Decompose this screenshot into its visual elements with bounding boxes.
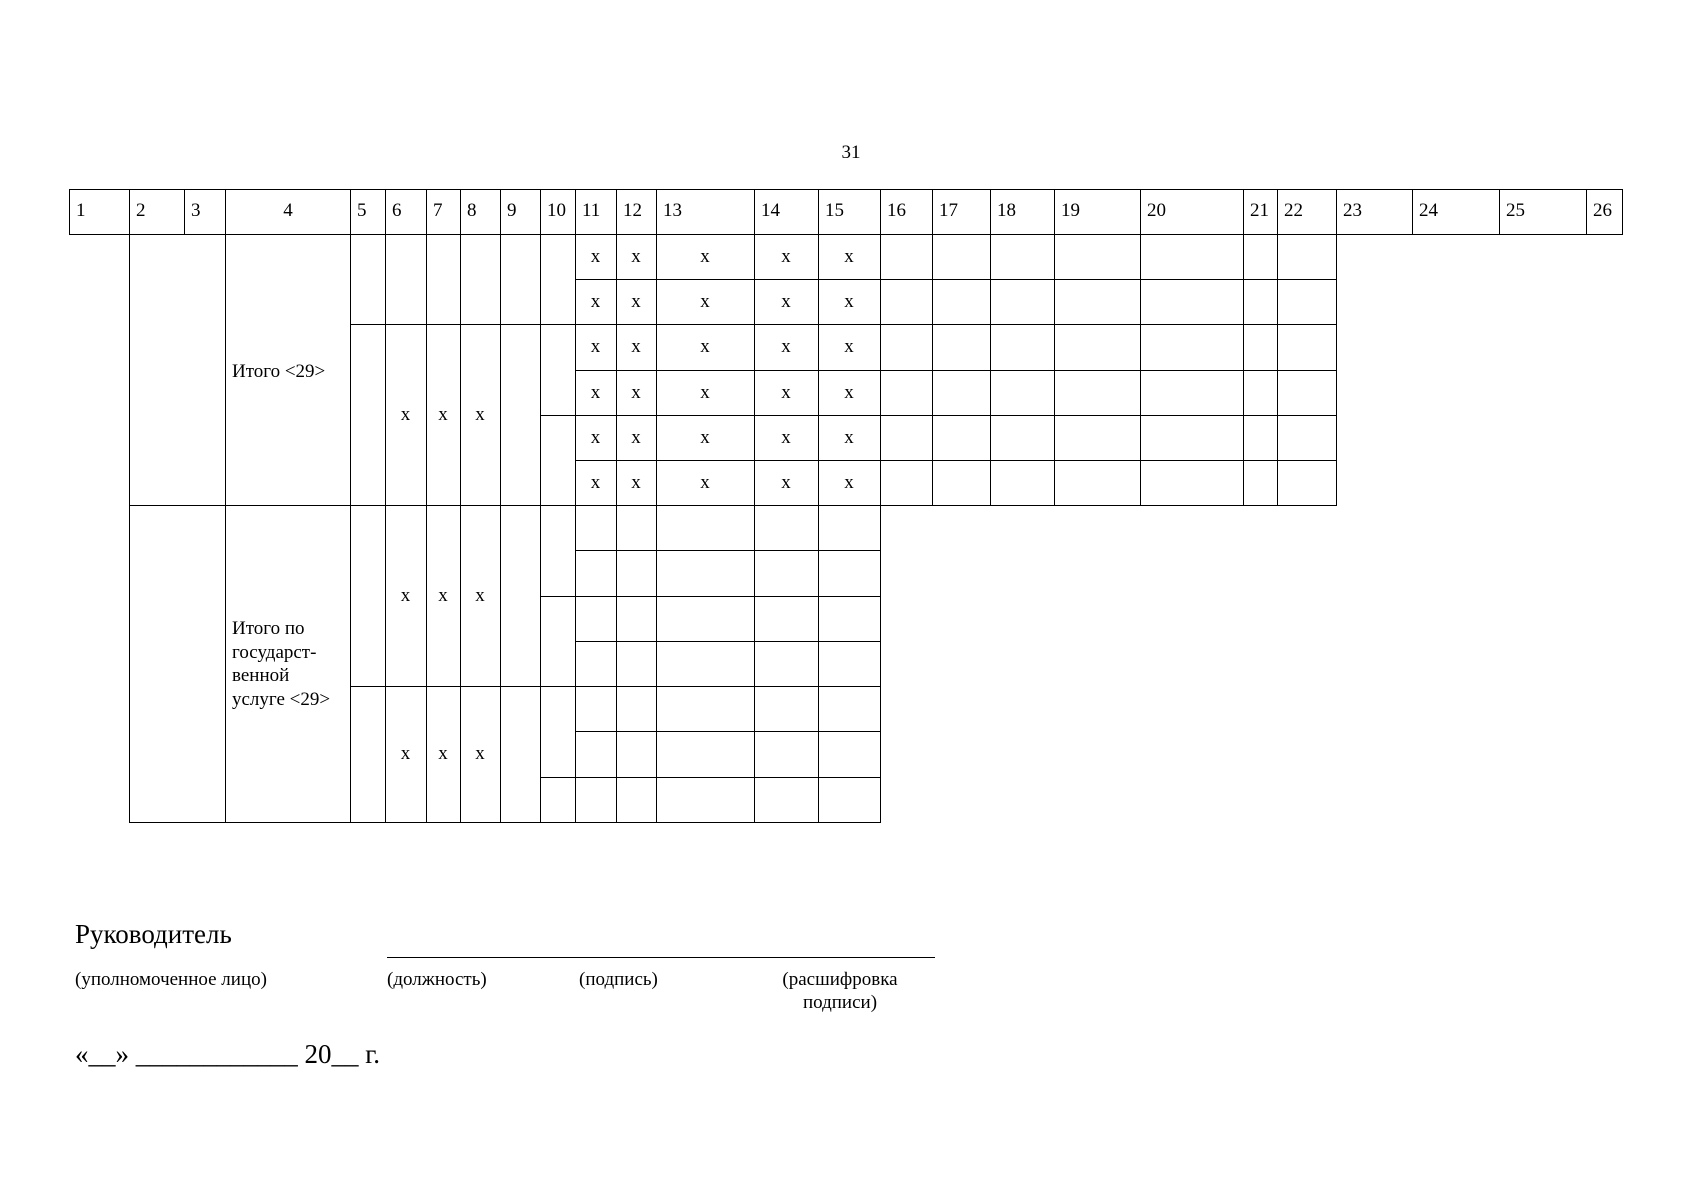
row-label-itogo-po-usluge: венной (232, 665, 290, 686)
table-cell (656, 550, 755, 597)
decode-caption-line: подписи) (802, 992, 878, 1013)
table-cell (880, 415, 933, 461)
column-header: 4 (225, 189, 351, 235)
column-header: 13 (656, 189, 755, 235)
table-cell (575, 596, 617, 642)
table-cell (818, 686, 881, 732)
table-cell (880, 279, 933, 325)
table-cell (1277, 370, 1337, 416)
x-mark: x (844, 290, 854, 312)
table-cell (1140, 279, 1244, 325)
decode-caption (760, 968, 920, 1014)
x-mark: x (631, 290, 641, 312)
table-cell (1243, 279, 1278, 325)
x-mark: x (631, 381, 641, 403)
x-mark: x (475, 403, 485, 425)
table-cell (1054, 370, 1141, 416)
table-cell (990, 460, 1055, 506)
x-mark: x (844, 381, 854, 403)
signature-underline (387, 957, 935, 958)
row-label-itogo-po-usluge: услуге <29> (232, 688, 331, 710)
table-cell (656, 686, 755, 732)
column-header: 5 (350, 189, 386, 235)
table-cell (1277, 234, 1337, 280)
table-cell (1243, 234, 1278, 280)
x-mark: x (475, 584, 485, 606)
column-header: 25 (1499, 189, 1587, 235)
table-cell (880, 370, 933, 416)
table-cell (754, 596, 819, 642)
column-header: 26 (1586, 189, 1623, 235)
row-label-itogo-po-usluge: государст- (232, 641, 317, 663)
x-mark: x (844, 336, 854, 357)
x-mark: x (631, 471, 641, 493)
decode-caption-line: (расшифровка (782, 969, 898, 990)
table-cell (500, 686, 541, 823)
table-cell (990, 234, 1055, 280)
table-cell (1054, 324, 1141, 371)
x-mark: x (700, 381, 710, 403)
x-mark: x (438, 743, 448, 764)
table-cell (616, 686, 657, 732)
table-cell (656, 505, 755, 551)
column-header: 14 (754, 189, 819, 235)
x-mark: x (590, 336, 601, 357)
table-cell (932, 460, 991, 506)
table-cell (1140, 324, 1244, 371)
table-cell (880, 234, 933, 280)
x-mark: x (631, 245, 641, 267)
x-mark: x (781, 336, 791, 357)
position-caption: (должность) (387, 969, 487, 990)
table-cell (1277, 324, 1337, 371)
x-mark: x (631, 336, 641, 357)
table-cell (1243, 370, 1278, 416)
table-cell (500, 505, 541, 687)
table-cell (932, 279, 991, 325)
table-cell (616, 641, 657, 687)
x-mark: x (700, 336, 710, 357)
x-mark: x (700, 426, 710, 448)
row-label-itogo: Итого <29> (232, 361, 326, 382)
table-cell (540, 777, 576, 823)
table-cell (616, 505, 657, 551)
column-header: 15 (818, 189, 881, 235)
table-cell (754, 641, 819, 687)
column-header: 11 (575, 189, 617, 235)
signature-caption: (подпись) (579, 969, 658, 990)
table-cell (1054, 460, 1141, 506)
column-header: 3 (184, 189, 226, 235)
x-mark: x (631, 426, 641, 448)
x-mark: x (590, 471, 601, 493)
x-mark: x (700, 290, 710, 312)
table-cell (575, 641, 617, 687)
table-cell (1277, 460, 1337, 506)
table-cell (990, 370, 1055, 416)
x-mark: x (700, 245, 710, 267)
table-cell (350, 324, 386, 506)
merged-cell (129, 234, 226, 506)
column-header: 23 (1336, 189, 1413, 235)
page-number: 31 (841, 142, 861, 163)
table-cell (540, 596, 576, 687)
x-mark: x (400, 743, 411, 764)
table-cell (818, 550, 881, 597)
column-header: 2 (129, 189, 185, 235)
table-cell (350, 505, 386, 687)
column-header: 19 (1054, 189, 1141, 235)
table-cell (1140, 234, 1244, 280)
table-cell (616, 777, 657, 823)
table-cell (818, 731, 881, 778)
table-cell (575, 550, 617, 597)
x-mark: x (781, 290, 791, 312)
x-mark: x (590, 426, 601, 448)
column-header: 16 (880, 189, 933, 235)
x-mark: x (590, 245, 601, 267)
table-cell (540, 324, 576, 416)
table-cell (656, 641, 755, 687)
x-mark: x (475, 743, 485, 764)
table-cell (1277, 415, 1337, 461)
table-cell (575, 505, 617, 551)
table-cell (818, 596, 881, 642)
x-mark: x (781, 426, 791, 448)
column-header: 9 (500, 189, 541, 235)
column-header: 22 (1277, 189, 1337, 235)
table-cell (1277, 279, 1337, 325)
table-cell (990, 279, 1055, 325)
column-header: 12 (616, 189, 657, 235)
column-header: 8 (460, 189, 501, 235)
column-header: 1 (69, 189, 130, 235)
table-cell (990, 415, 1055, 461)
table-cell (656, 777, 755, 823)
table-cell (426, 234, 461, 325)
table-cell (575, 686, 617, 732)
table-cell (932, 415, 991, 461)
table-cell (880, 460, 933, 506)
table-cell (1140, 415, 1244, 461)
table-cell (616, 550, 657, 597)
x-mark: x (400, 403, 411, 425)
x-mark: x (844, 426, 854, 448)
table-cell (540, 415, 576, 506)
table-cell (818, 505, 881, 551)
x-mark: x (781, 245, 791, 267)
table-cell (1243, 324, 1278, 371)
table-cell (500, 324, 541, 506)
table-cell (656, 596, 755, 642)
column-header: 7 (426, 189, 461, 235)
x-mark: x (400, 584, 411, 606)
table-cell (540, 234, 576, 325)
table-cell (540, 505, 576, 597)
authorized-person-caption: (уполномоченное лицо) (75, 969, 267, 990)
row-label-itogo-po-usluge: Итого по (232, 618, 305, 639)
column-header: 17 (932, 189, 991, 235)
table-cell (932, 370, 991, 416)
table-cell (754, 550, 819, 597)
x-mark: x (700, 471, 710, 493)
date-line: «__» ____________ 20__ г. (75, 1039, 381, 1069)
table-cell (1243, 415, 1278, 461)
x-mark: x (844, 471, 854, 493)
column-header: 10 (540, 189, 576, 235)
table-cell (1054, 415, 1141, 461)
table-cell (754, 686, 819, 732)
column-header: 20 (1140, 189, 1244, 235)
table-cell (616, 731, 657, 778)
table-cell (818, 777, 881, 823)
table-cell (818, 641, 881, 687)
table-cell (754, 505, 819, 551)
table-cell (500, 234, 541, 325)
table-cell (880, 324, 933, 371)
table-cell (540, 686, 576, 778)
column-header: 6 (385, 189, 427, 235)
column-header: 24 (1412, 189, 1500, 235)
table-cell (350, 234, 386, 325)
table-cell (1140, 460, 1244, 506)
signature-title: Руководитель (75, 919, 232, 949)
table-cell (460, 234, 501, 325)
table-cell (1054, 279, 1141, 325)
table-cell (1054, 234, 1141, 280)
table-cell (575, 731, 617, 778)
x-mark: x (438, 403, 448, 425)
table-cell (575, 777, 617, 823)
table-cell (754, 731, 819, 778)
x-mark: x (438, 584, 448, 606)
table-cell (932, 234, 991, 280)
x-mark: x (590, 290, 601, 312)
x-mark: x (781, 471, 791, 493)
table-cell (754, 777, 819, 823)
table-cell (990, 324, 1055, 371)
x-mark: x (844, 245, 854, 267)
column-header: 21 (1243, 189, 1278, 235)
merged-cell (129, 505, 226, 823)
table-cell (656, 731, 755, 778)
column-header: 18 (990, 189, 1055, 235)
table-cell (385, 234, 427, 325)
x-mark: x (590, 381, 601, 403)
x-mark: x (781, 381, 791, 403)
table-cell (616, 596, 657, 642)
table-cell (932, 324, 991, 371)
table-cell (1243, 460, 1278, 506)
table-cell (350, 686, 386, 823)
table-cell (1140, 370, 1244, 416)
